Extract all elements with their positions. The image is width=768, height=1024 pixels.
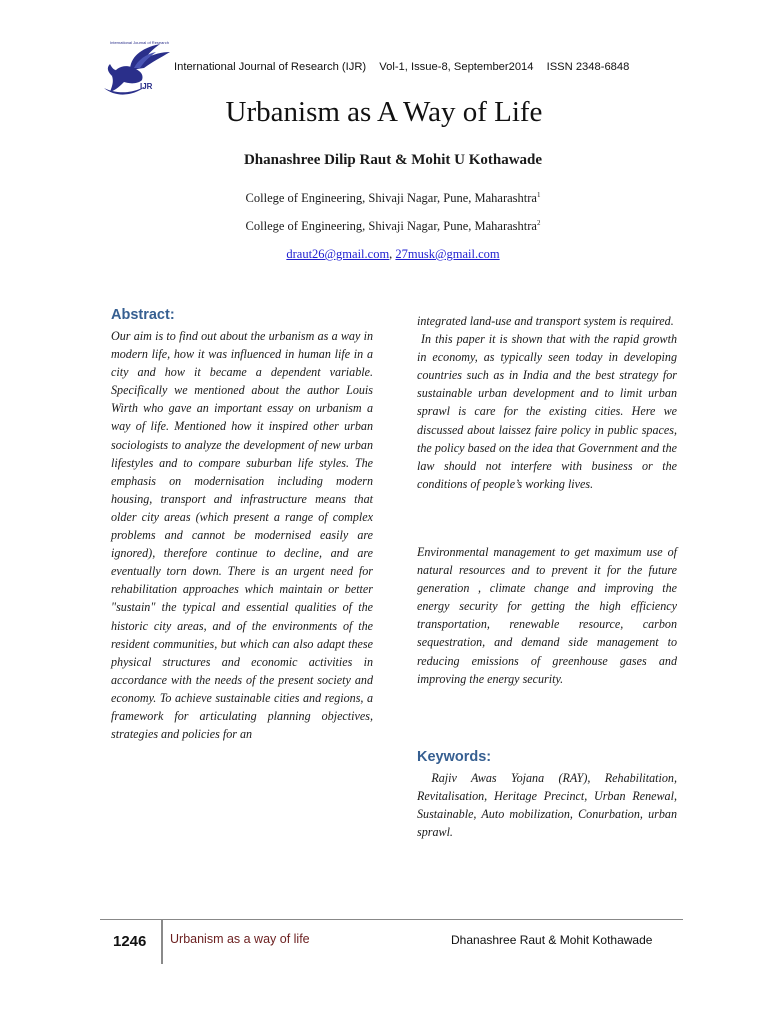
- keywords-text: Rajiv Awas Yojana (RAY), Rehabilitation, Revitalisation, Heritage Precinct, Urban Renewal, Sustainable, Auto mobilization, Conurbation, urban sprawl.: [417, 771, 681, 840]
- journal-volume: Vol-1, Issue-8, September2014: [379, 61, 534, 73]
- affiliation-1-sup: 1: [536, 191, 541, 199]
- right-column-para-3: [417, 543, 677, 688]
- footer-vertical-divider: [161, 919, 163, 964]
- journal-logo: [100, 40, 172, 98]
- affiliation-1: [0, 191, 768, 206]
- footer-divider: [100, 919, 683, 920]
- email-link-2[interactable]: 27musk@gmail.com: [395, 247, 500, 261]
- affiliation-2: [0, 219, 768, 234]
- email-separator: ,: [389, 247, 396, 261]
- keywords-heading: Keywords:: [417, 749, 492, 765]
- right-para-1-text: integrated land-use and transport system is required.: [417, 314, 674, 328]
- affiliation-1-text: College of Engineering, Shivaji Nagar, Pune, Maharashtra: [245, 191, 537, 206]
- right-para-3-text: Environmental management to get maximum use of natural resources and to prevent it for the future generation , climate change and improving the energy security for getting the high efficiency transportation, renewable resource, carbon sequestration, and demand side management to reducing emissions of greenhouse gases and improving the energy security.: [417, 545, 677, 686]
- running-authors: Dhanashree Raut & Mohit Kothawade: [451, 933, 653, 947]
- logo-mark: IJR: [140, 82, 153, 91]
- author-emails: [0, 247, 768, 262]
- keywords-body: [417, 769, 681, 841]
- journal-name: International Journal of Research (IJR): [174, 61, 367, 73]
- journal-issn: ISSN 2348-6848: [546, 61, 630, 73]
- abstract-text: Our aim is to find out about the urbanism as a way in modern life, how it was influenced in human life in a city and how it became a dependent variable. Specifically we mentioned about the author Louis Wirth who gave an important essay on urbanism a way of life. Mentioned how it inspired other urban sociologists to analyze the development of new urban lifestyles and to compare suburban life styles. The emphasis on modernisation including modern housing, transport and infrastructure means that older city areas (which present a range of complex problems and cannot be modernised easily are ignored), therefore continue to decline, and are eventually torn down. There is an urgent need for rehabilitation approaches which maintain or better "sustain" the typical and essential qualities of the historic city areas, and of the environments of the resident communities, but which can also adapt these physical structures and economic activities in accordance with the needs of the present society and economy. To achieve sustainable cities and regions, a framework for articulating planning objectives, strategies and policies for an: [111, 329, 373, 742]
- right-para-2-text: In this paper it is shown that with the rapid growth in economy, as typically seen today in developing countries such as in India and the best strategy for sustainable urban development and to limit urban sprawl is care for the existing cities. Here we discussed about laissez faire policy in public spaces, the policy based on the idea that Government and the law should not interfere with business or the conditions of people’s working lives.: [417, 332, 681, 491]
- abstract-heading: Abstract:: [111, 307, 175, 323]
- running-title: Urbanism as a way of life: [170, 932, 310, 946]
- paper-title: Urbanism as A Way of Life: [225, 96, 543, 128]
- logo-caption: International Journal of Research: [110, 40, 169, 45]
- pegasus-logo-icon: [100, 40, 172, 98]
- affiliation-2-sup: 2: [536, 219, 541, 227]
- email-link-1[interactable]: draut26@gmail.com: [286, 247, 390, 261]
- paper-authors: Dhanashree Dilip Raut & Mohit U Kothawade: [243, 152, 543, 168]
- journal-header: [174, 61, 629, 73]
- right-column-para-1: [417, 312, 681, 493]
- affiliation-2-text: College of Engineering, Shivaji Nagar, Pune, Maharashtra: [245, 219, 537, 234]
- abstract-body: [111, 327, 373, 743]
- page-number: 1246: [113, 933, 147, 950]
